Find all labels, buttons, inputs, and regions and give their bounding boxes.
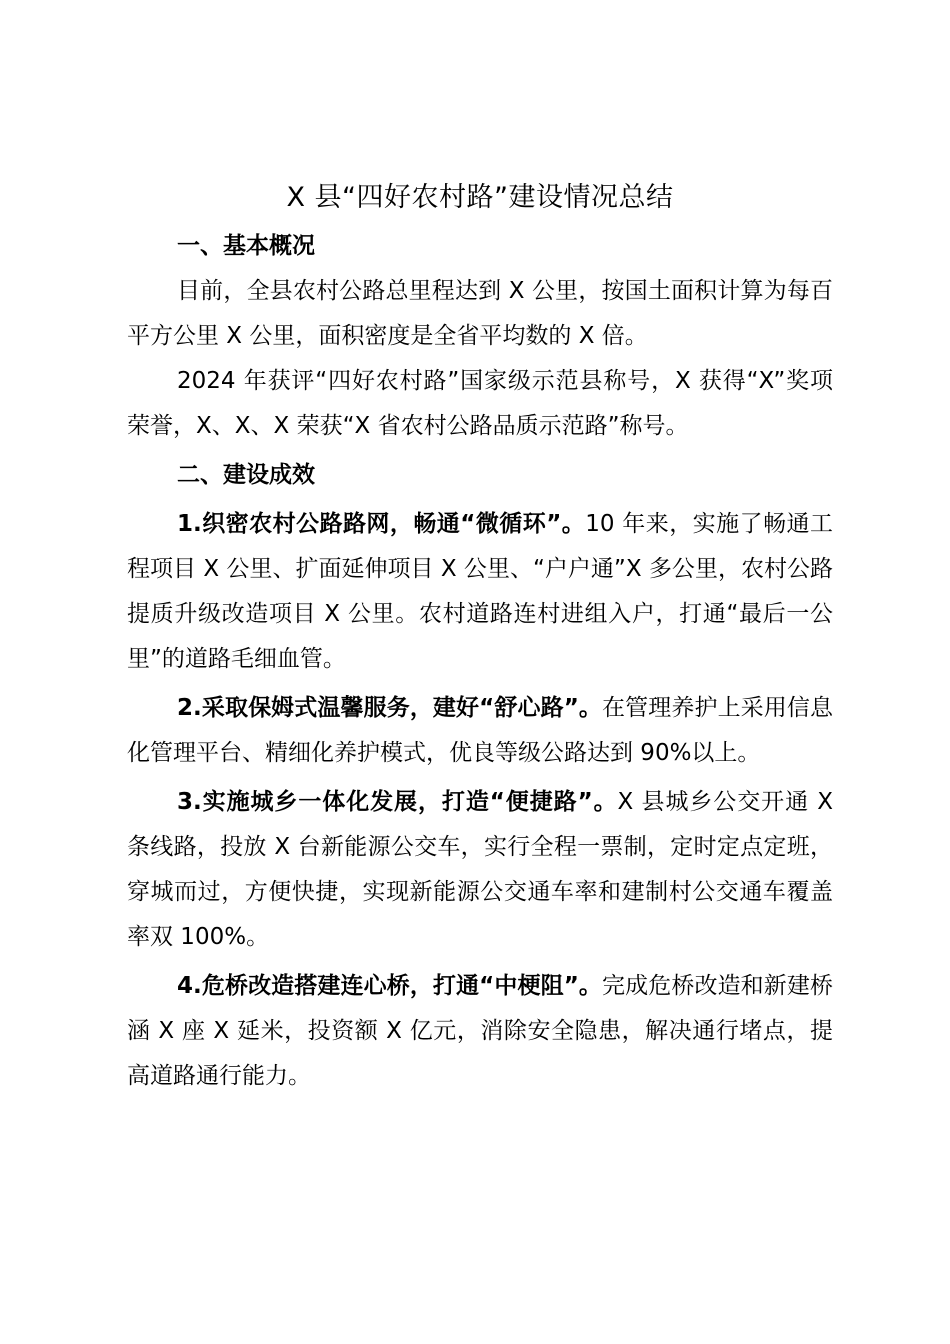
document-title: X 县“四好农村路”建设情况总结 <box>286 182 674 213</box>
paragraph-text: 在管理养护上采用信息化管理平台、精细化养护模式，优良等级公路达到 90%以上。 <box>127 695 834 766</box>
paragraph-mileage <box>127 269 833 359</box>
paragraph-lead: 1.织密农村公路路网，畅通“微循环”。 <box>177 511 586 537</box>
paragraph-text: 2024 年获评“四好农村路”国家级示范县称号，X 获得“X”奖项荣誉，X、X、X 荣获“X 省农村公路品质示范路”称号。 <box>127 368 833 439</box>
paragraph-lead: 2.采取保姆式温馨服务，建好“舒心路”。 <box>177 695 603 721</box>
paragraph-lead: 4.危桥改造搭建连心桥，打通“中梗阻”。 <box>177 973 603 999</box>
paragraph-text: 完成危桥改造和新建桥涵 X 座 X 延米，投资额 X 亿元，消除安全隐患，解决通行堵点，提高道路通行能力。 <box>127 973 834 1089</box>
section-heading-results: 二、建设成效 <box>177 462 315 488</box>
paragraph-result-3 <box>127 780 833 960</box>
paragraph-result-2 <box>127 686 833 776</box>
document-page <box>127 178 833 1099</box>
paragraph-text: 10 年来，实施了畅通工程项目 X 公里、扩面延伸项目 X 公里、“户户通”X 多公里，农村公路提质升级改造项目 X 公里。农村道路连村进组入户，打通“最后一公里”的道路毛细血管。 <box>127 511 833 672</box>
paragraph-honors <box>127 359 833 449</box>
section-heading-overview: 一、基本概况 <box>177 233 315 259</box>
paragraph-text: X 县城乡公交开通 X 条线路，投放 X 台新能源公交车，实行全程一票制，定时定点定班，穿城而过，方便快捷，实现新能源公交通车率和建制村公交通车覆盖率双 100%。 <box>127 789 833 950</box>
paragraph-result-1 <box>127 502 833 682</box>
paragraph-text: 目前，全县农村公路总里程达到 X 公里，按国土面积计算为每百平方公里 X 公里，面积密度是全省平均数的 X 倍。 <box>127 278 833 349</box>
paragraph-result-4 <box>127 964 833 1099</box>
paragraph-lead: 3.实施城乡一体化发展，打造“便捷路”。 <box>177 789 618 815</box>
